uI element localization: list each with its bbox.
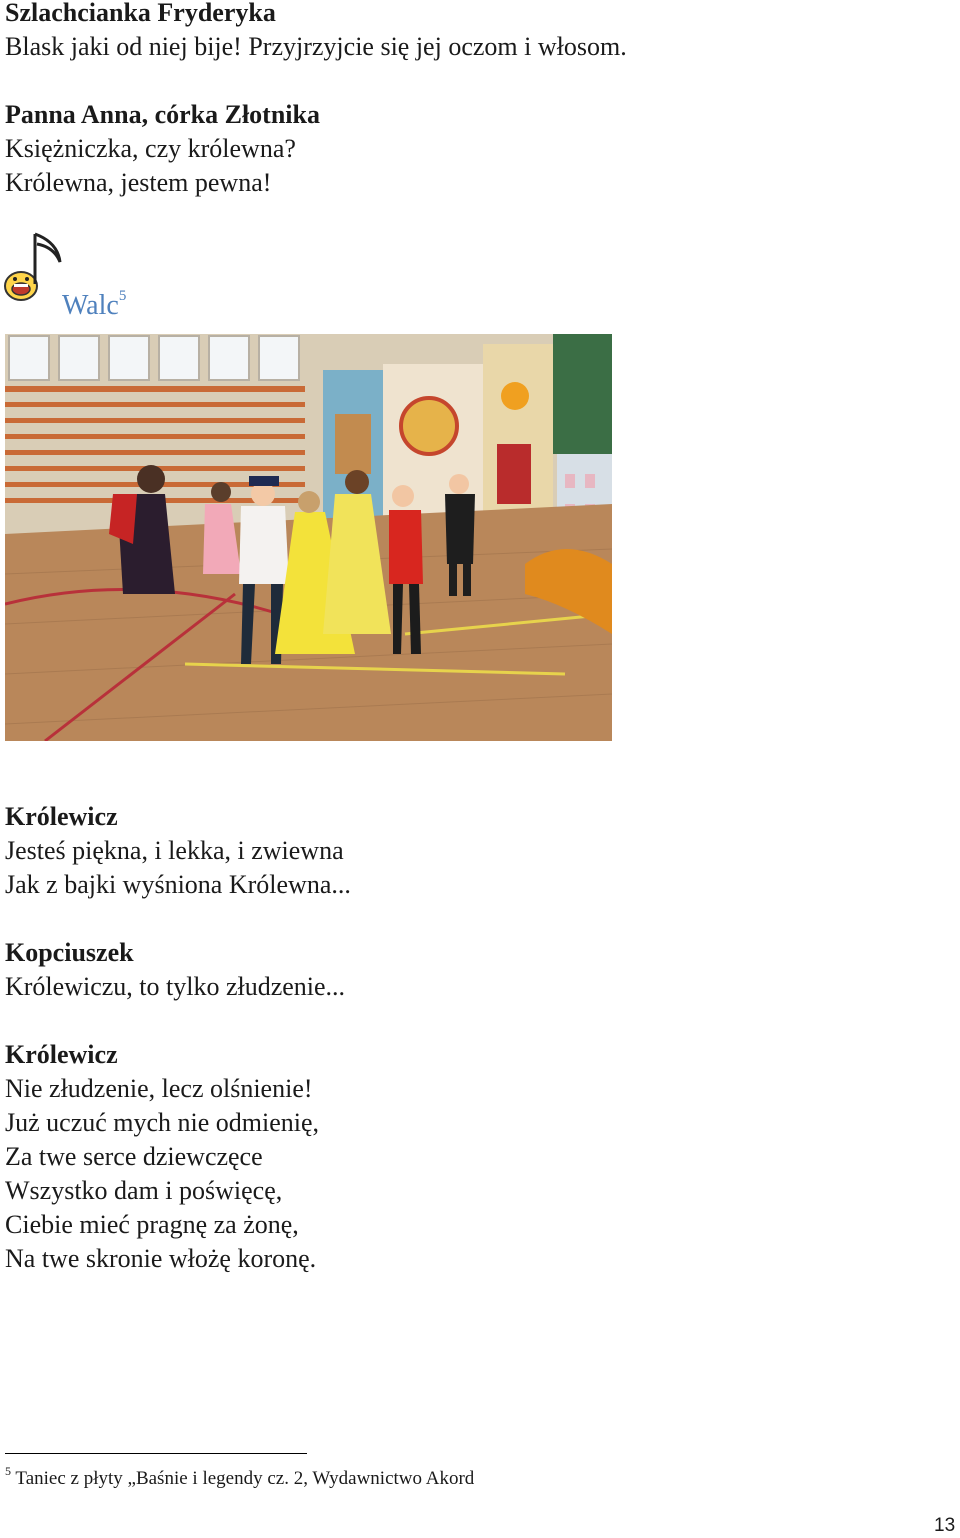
speaker-name: Panna Anna, córka Złotnika [5, 100, 320, 129]
footnote-separator [5, 1453, 307, 1454]
footnote-text: Taniec z płyty „Baśnie i legendy cz. 2, Wydawnictwo Akord [15, 1468, 475, 1489]
dialogue-line: Królewiczu, to tylko złudzenie... [5, 972, 346, 1001]
dialogue-line: Blask jaki od niej bije! Przyjrzyjcie się jej oczom i włosom. [5, 32, 627, 61]
dialogue-line: Już uczuć mych nie odmienię, [5, 1108, 320, 1137]
speaker-name: Szlachcianka Fryderyka [5, 0, 276, 27]
page-number: 13 [934, 1515, 956, 1536]
footnote [5, 1464, 474, 1490]
dialogue-line: Księżniczka, czy królewna? [5, 134, 296, 163]
dialogue-line: Wszystko dam i poświęcę, [5, 1176, 283, 1205]
performance-photo [5, 334, 612, 741]
footnote-number: 5 [5, 1464, 11, 1478]
song-title: Walc$^5$ [62, 288, 127, 321]
dialogue-line: Ciebie mieć pragnę za żonę, [5, 1210, 299, 1239]
dialogue-line: Nie złudzenie, lecz olśnienie! [5, 1074, 313, 1103]
dialogue-line: Za twe serce dziewczęce [5, 1142, 263, 1171]
speaker-name: Kopciuszek [5, 938, 134, 967]
dialogue-line: Królewna, jestem pewna! [5, 168, 272, 197]
dialogue-line: Na twe skronie włożę koronę. [5, 1244, 317, 1273]
speaker-name: Królewicz [5, 802, 118, 831]
footnote-ref[interactable]: 5 [118, 288, 127, 304]
dialogue-line: Jak z bajki wyśniona Królewna... [5, 870, 351, 899]
dialogue-line: Jesteś piękna, i lekka, i zwiewna [5, 836, 344, 865]
speaker-name: Królewicz [5, 1040, 118, 1069]
music-note-icon [2, 228, 64, 304]
